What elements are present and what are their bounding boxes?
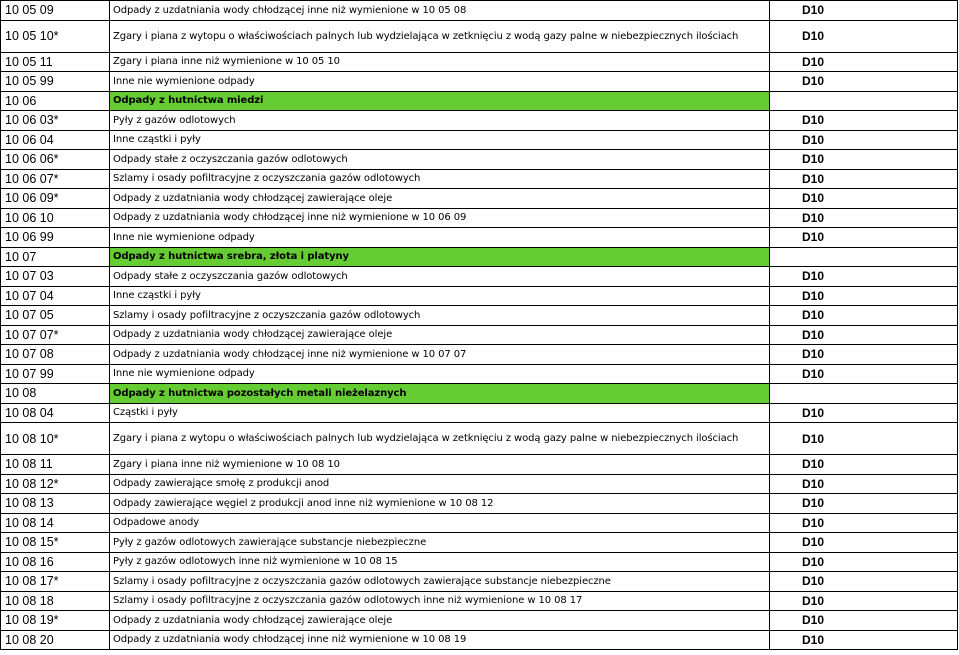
waste-description-cell: Zgary i piana inne niż wymienione w 10 05 10: [110, 52, 770, 72]
table-row: [1, 189, 958, 209]
waste-description-cell: Odpady z uzdatniania wody chłodzącej inne niż wymienione w 10 06 09: [110, 208, 770, 228]
waste-description-cell: Odpady z uzdatniania wody chłodzącej zawierające oleje: [110, 189, 770, 209]
recovery-process-cell: D10: [770, 286, 958, 306]
waste-description-cell: Odpady z uzdatniania wody chłodzącej zawierające oleje: [110, 611, 770, 631]
table-row: [1, 306, 958, 326]
table-row: [1, 572, 958, 592]
waste-code-cell: 10 07 99: [1, 364, 110, 384]
waste-description-cell: Pyły z gazów odlotowych: [110, 111, 770, 131]
recovery-process-cell: D10: [770, 130, 958, 150]
recovery-process-cell: D10: [770, 267, 958, 287]
waste-code-cell: 10 08 20: [1, 630, 110, 650]
recovery-process-cell: D10: [770, 611, 958, 631]
waste-description-cell: Odpady z uzdatniania wody chłodzącej zawierające oleje: [110, 325, 770, 345]
table-row: [1, 455, 958, 475]
waste-code-cell: 10 08 14: [1, 513, 110, 533]
waste-code-cell: 10 06 03*: [1, 111, 110, 131]
recovery-process-cell: D10: [770, 1, 958, 21]
group-header-row: [1, 247, 958, 267]
table-row: [1, 513, 958, 533]
waste-code-cell: 10 05 11: [1, 52, 110, 72]
recovery-process-cell: D10: [770, 591, 958, 611]
recovery-process-cell: D10: [770, 20, 958, 52]
recovery-process-cell: D10: [770, 325, 958, 345]
waste-code-cell: 10 06 07*: [1, 169, 110, 189]
recovery-process-cell: D10: [770, 513, 958, 533]
table-row: [1, 1, 958, 21]
recovery-process-cell: D10: [770, 403, 958, 423]
waste-code-cell: 10 05 10*: [1, 20, 110, 52]
recovery-process-cell: D10: [770, 572, 958, 592]
table-row: [1, 552, 958, 572]
table-row: [1, 111, 958, 131]
waste-description-cell: Inne cząstki i pyły: [110, 286, 770, 306]
waste-code-cell: 10 07 04: [1, 286, 110, 306]
waste-description-cell: Pyły z gazów odlotowych zawierające substancje niebezpieczne: [110, 533, 770, 553]
waste-code-cell: 10 07 05: [1, 306, 110, 326]
group-header-row: [1, 91, 958, 111]
recovery-process-cell: D10: [770, 208, 958, 228]
recovery-process-cell: D10: [770, 228, 958, 248]
waste-code-cell: 10 05 99: [1, 72, 110, 92]
waste-code-cell: 10 07 03: [1, 267, 110, 287]
waste-code-cell: 10 08 12*: [1, 474, 110, 494]
waste-description-cell: Odpady zawierające węgiel z produkcji anod inne niż wymienione w 10 08 12: [110, 494, 770, 514]
waste-code-cell: 10 08 19*: [1, 611, 110, 631]
waste-description-cell: Odpady stałe z oczyszczania gazów odlotowych: [110, 150, 770, 170]
table-row: [1, 169, 958, 189]
waste-code-cell: 10 06 04: [1, 130, 110, 150]
table-row: [1, 267, 958, 287]
recovery-process-cell: [770, 247, 958, 267]
table-row: [1, 403, 958, 423]
recovery-process-cell: D10: [770, 52, 958, 72]
waste-code-cell: 10 06: [1, 91, 110, 111]
recovery-process-cell: [770, 91, 958, 111]
table-body: [1, 1, 958, 650]
table-row: [1, 630, 958, 650]
waste-description-cell: Inne nie wymienione odpady: [110, 228, 770, 248]
recovery-process-cell: D10: [770, 345, 958, 365]
waste-code-cell: 10 08 13: [1, 494, 110, 514]
table-row: [1, 130, 958, 150]
waste-description-cell: Inne nie wymienione odpady: [110, 364, 770, 384]
waste-description-cell: Inne cząstki i pyły: [110, 130, 770, 150]
waste-code-cell: 10 07: [1, 247, 110, 267]
waste-code-cell: 10 08 16: [1, 552, 110, 572]
table-row: [1, 72, 958, 92]
waste-description-cell: Odpady z uzdatniania wody chłodzącej inne niż wymienione w 10 07 07: [110, 345, 770, 365]
waste-code-cell: 10 06 09*: [1, 189, 110, 209]
waste-code-cell: 10 08 15*: [1, 533, 110, 553]
table-row: [1, 325, 958, 345]
waste-description-cell: Odpady zawierające smołę z produkcji anod: [110, 474, 770, 494]
recovery-process-cell: D10: [770, 169, 958, 189]
recovery-process-cell: D10: [770, 630, 958, 650]
waste-code-cell: 10 06 06*: [1, 150, 110, 170]
waste-description-cell: Szlamy i osady pofiltracyjne z oczyszczania gazów odlotowych: [110, 306, 770, 326]
recovery-process-cell: D10: [770, 474, 958, 494]
table-row: [1, 474, 958, 494]
waste-description-cell: Cząstki i pyły: [110, 403, 770, 423]
waste-code-cell: 10 06 10: [1, 208, 110, 228]
table-row: [1, 228, 958, 248]
waste-code-cell: 10 08 17*: [1, 572, 110, 592]
waste-code-cell: 10 07 07*: [1, 325, 110, 345]
waste-description-cell: Zgary i piana z wytopu o właściwościach palnych lub wydzielająca w zetknięciu z wodą gazy palne w niebezpiecznych ilościach: [110, 423, 770, 455]
group-title-cell: Odpady z hutnictwa miedzi: [110, 91, 770, 111]
table-row: [1, 286, 958, 306]
waste-description-cell: Szlamy i osady pofiltracyjne z oczyszczania gazów odlotowych inne niż wymienione w 10 08 17: [110, 591, 770, 611]
recovery-process-cell: D10: [770, 150, 958, 170]
group-header-row: [1, 384, 958, 404]
table-row: [1, 533, 958, 553]
waste-code-cell: 10 08 10*: [1, 423, 110, 455]
waste-description-cell: Pyły z gazów odlotowych inne niż wymienione w 10 08 15: [110, 552, 770, 572]
table-row: [1, 208, 958, 228]
waste-code-cell: 10 06 99: [1, 228, 110, 248]
waste-code-cell: 10 08 11: [1, 455, 110, 475]
waste-code-cell: 10 07 08: [1, 345, 110, 365]
table-row: [1, 20, 958, 52]
waste-description-cell: Odpady z uzdatniania wody chłodzącej inne niż wymienione w 10 08 19: [110, 630, 770, 650]
recovery-process-cell: D10: [770, 364, 958, 384]
waste-code-cell: 10 05 09: [1, 1, 110, 21]
recovery-process-cell: D10: [770, 455, 958, 475]
recovery-process-cell: [770, 384, 958, 404]
waste-description-cell: Odpadowe anody: [110, 513, 770, 533]
recovery-process-cell: D10: [770, 423, 958, 455]
recovery-process-cell: D10: [770, 189, 958, 209]
recovery-process-cell: D10: [770, 494, 958, 514]
waste-description-cell: Szlamy i osady pofiltracyjne z oczyszczania gazów odlotowych zawierające substancje niebezpieczne: [110, 572, 770, 592]
recovery-process-cell: D10: [770, 552, 958, 572]
table-row: [1, 494, 958, 514]
recovery-process-cell: D10: [770, 533, 958, 553]
recovery-process-cell: D10: [770, 72, 958, 92]
recovery-process-cell: D10: [770, 306, 958, 326]
waste-description-cell: Inne nie wymienione odpady: [110, 72, 770, 92]
recovery-process-cell: D10: [770, 111, 958, 131]
waste-description-cell: Zgary i piana z wytopu o właściwościach palnych lub wydzielająca w zetknięciu z wodą gazy palne w niebezpiecznych ilościach: [110, 20, 770, 52]
group-title-cell: Odpady z hutnictwa pozostałych metali nieżelaznych: [110, 384, 770, 404]
waste-code-cell: 10 08 18: [1, 591, 110, 611]
waste-description-cell: Odpady z uzdatniania wody chłodzącej inne niż wymienione w 10 05 08: [110, 1, 770, 21]
waste-description-cell: Zgary i piana inne niż wymienione w 10 08 10: [110, 455, 770, 475]
group-title-cell: Odpady z hutnictwa srebra, złota i platyny: [110, 247, 770, 267]
table-row: [1, 611, 958, 631]
table-row: [1, 150, 958, 170]
table-row: [1, 591, 958, 611]
table-row: [1, 364, 958, 384]
table-row: [1, 345, 958, 365]
waste-description-cell: Szlamy i osady pofiltracyjne z oczyszczania gazów odlotowych: [110, 169, 770, 189]
waste-description-cell: Odpady stałe z oczyszczania gazów odlotowych: [110, 267, 770, 287]
waste-code-cell: 10 08: [1, 384, 110, 404]
table-row: [1, 423, 958, 455]
waste-code-cell: 10 08 04: [1, 403, 110, 423]
table-row: [1, 52, 958, 72]
